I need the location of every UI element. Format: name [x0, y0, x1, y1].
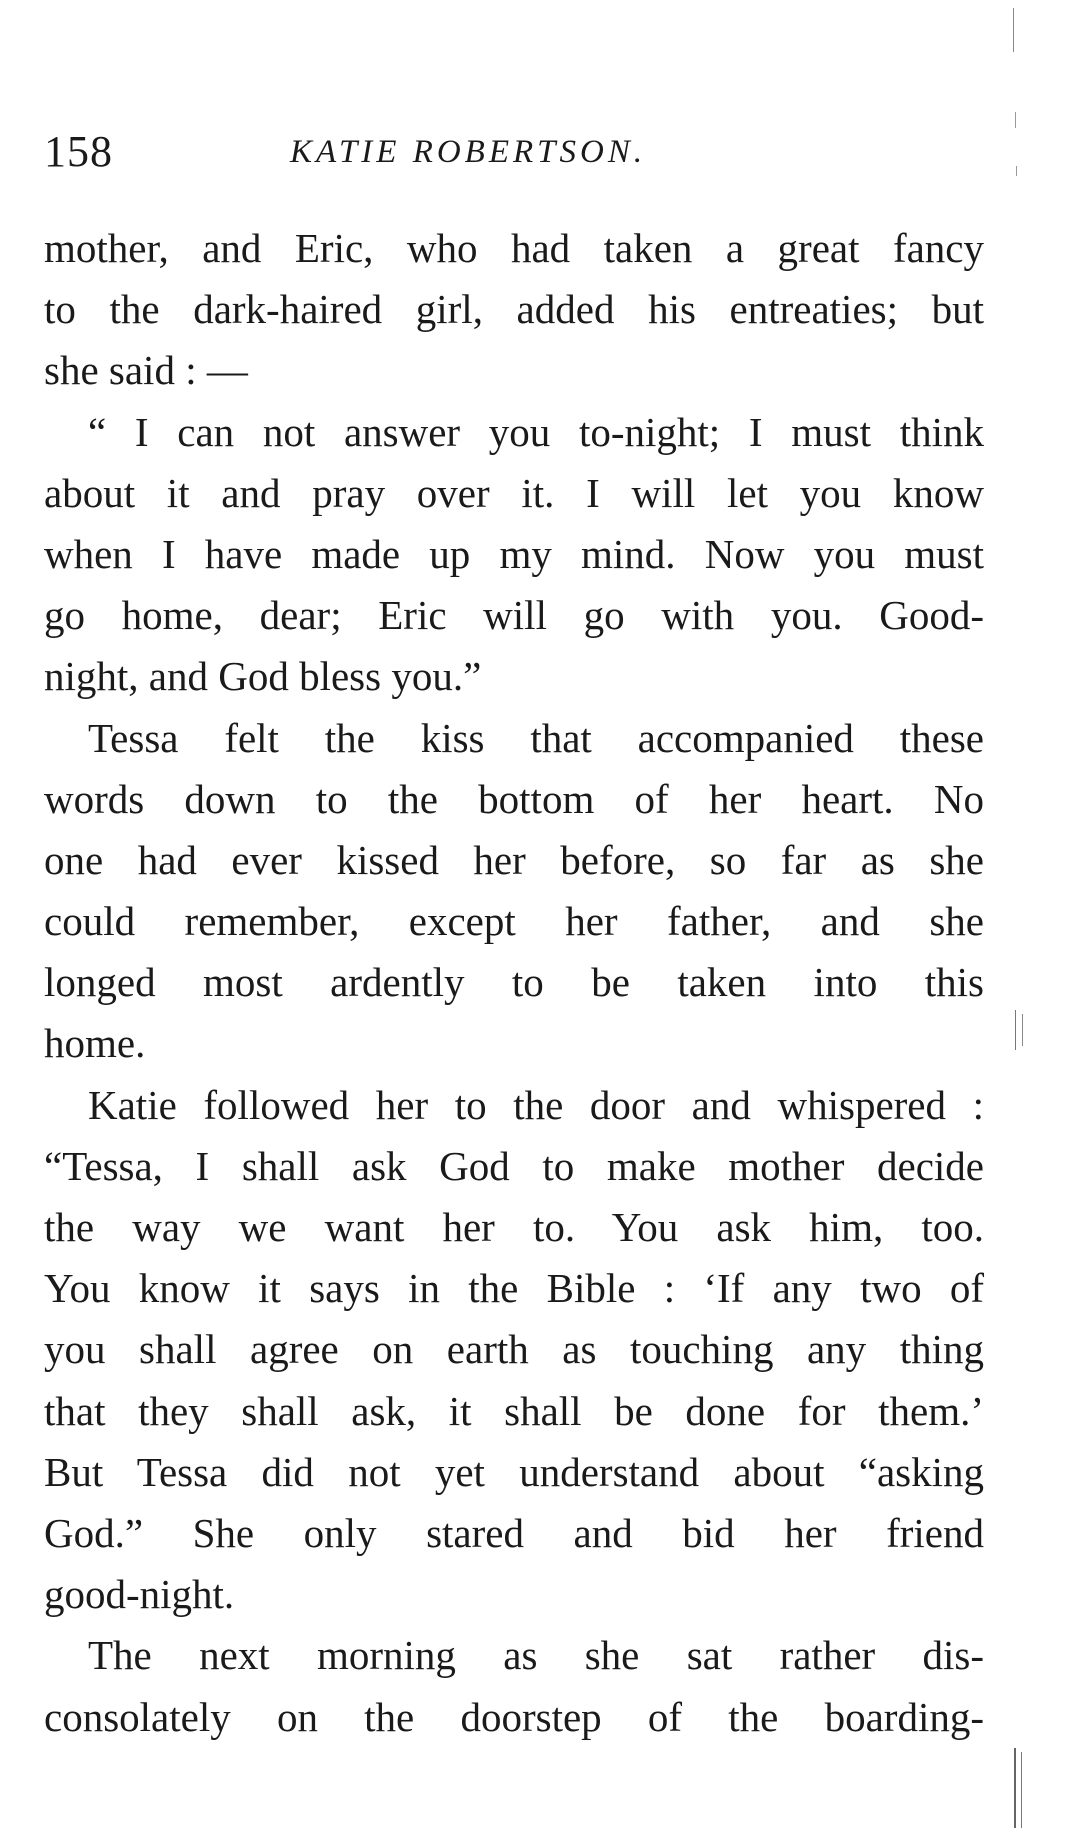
scan-artifact: [1022, 1014, 1023, 1046]
text-line: The next morning as she sat rather dis-: [88, 1632, 984, 1679]
text-line: mother, and Eric, who had taken a great fancy: [44, 225, 984, 271]
text-line: to the dark-haired girl, added his entreaties; but: [44, 286, 984, 333]
text-line: “ I can not answer you to-night; I must think: [88, 408, 984, 455]
page-number: 158: [44, 127, 113, 176]
scan-artifact: [1013, 8, 1014, 52]
text-line: Katie followed her to the door and whispered :: [88, 1081, 984, 1128]
text-line: could remember, except her father, and she: [44, 898, 984, 945]
scan-artifact: [1015, 112, 1016, 128]
scan-artifact: [1014, 1748, 1016, 1828]
text-line: that they shall ask, it shall be done for them.’: [44, 1387, 984, 1434]
scan-artifact: [1016, 166, 1017, 176]
text-line: the way we want her to. You ask him, too.: [44, 1204, 984, 1250]
text-line: You know it says in the Bible : ‘If any two of: [44, 1265, 984, 1312]
running-title: KATIE ROBERTSON.: [290, 134, 647, 170]
text-line: go home, dear; Eric will go with you. Good-: [44, 592, 984, 639]
text-line: you shall agree on earth as touching any thing: [44, 1326, 984, 1373]
text-line: But Tessa did not yet understand about “asking: [44, 1448, 984, 1495]
scan-artifact: [1015, 1010, 1016, 1050]
text-line: “Tessa, I shall ask God to make mother decide: [44, 1142, 984, 1189]
text-line: she said : —: [44, 347, 248, 394]
text-line: good-night.: [44, 1571, 235, 1618]
page-header: [44, 122, 984, 182]
text-line: words down to the bottom of her heart. No: [44, 775, 984, 822]
text-line: longed most ardently to be taken into this: [44, 959, 984, 1006]
text-line: Tessa felt the kiss that accompanied these: [88, 714, 984, 761]
text-line: one had ever kissed her before, so far as she: [44, 836, 984, 883]
text-line: consolately on the doorstep of the boarding-: [44, 1693, 984, 1740]
text-line: night, and God bless you.”: [44, 653, 482, 700]
text-line: home.: [44, 1020, 146, 1067]
text-line: God.” She only stared and bid her friend: [44, 1509, 984, 1556]
text-line: when I have made up my mind. Now you must: [44, 530, 984, 577]
body-text: [44, 218, 984, 1748]
text-line: about it and pray over it. I will let you know: [44, 469, 984, 516]
scan-artifact: [1021, 1752, 1022, 1828]
